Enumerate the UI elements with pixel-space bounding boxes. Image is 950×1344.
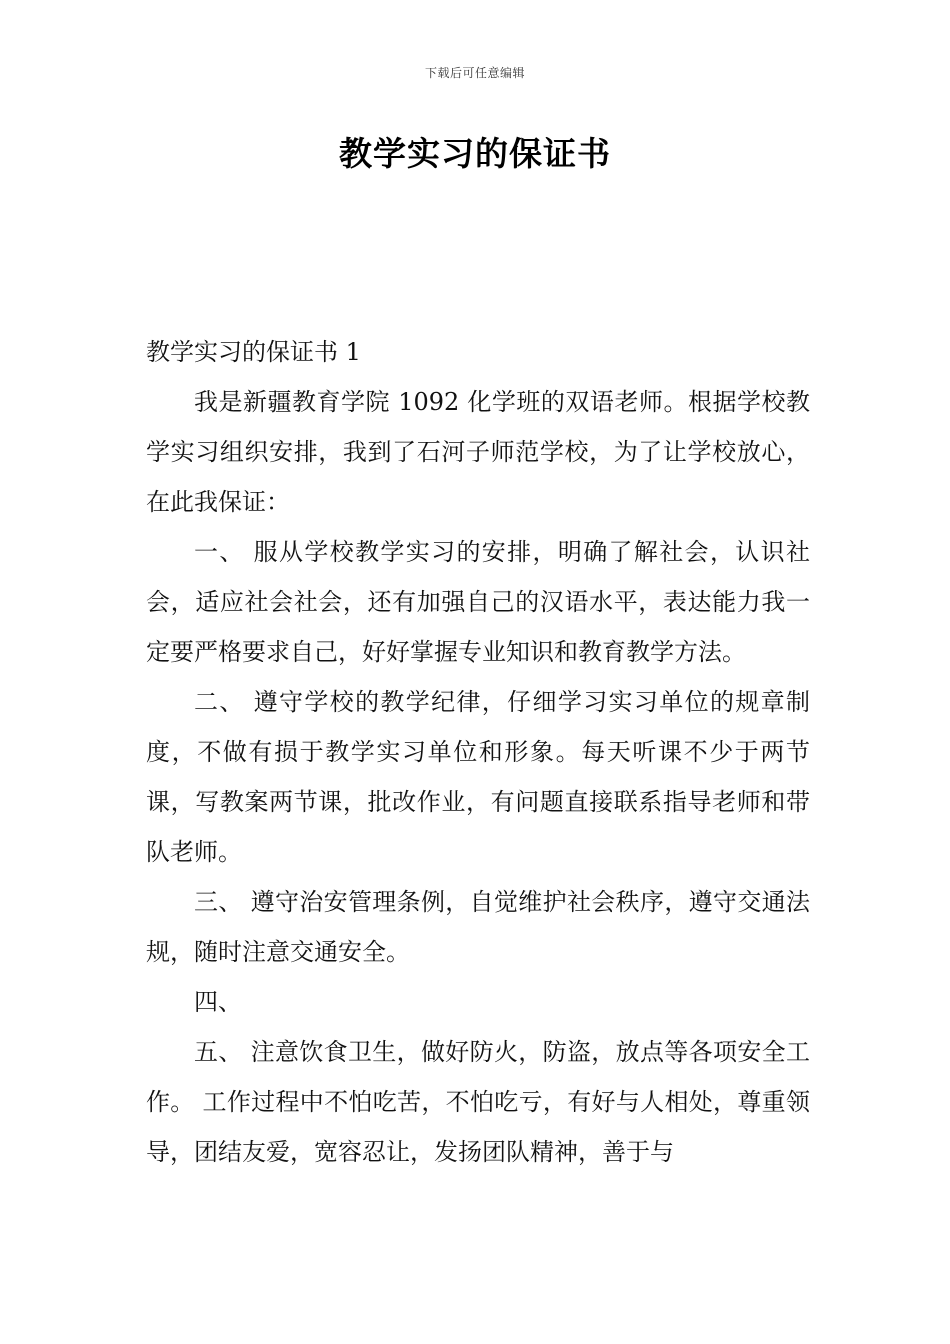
document-title: 教学实习的保证书 — [339, 134, 611, 173]
paragraph-item-3: 三、 遵守治安管理条例，自觉维护社会秩序，遵守交通法规，随时注意交通安全。 — [146, 888, 810, 966]
paragraph-item-5: 五、 注意饮食卫生，做好防火，防盗，放点等各项安全工作。 工作过程中不怕吃苦，不怕吃亏，有好与人相处，尊重领导，团结友爱，宽容忍让，发扬团队精神，善于与 — [146, 1038, 810, 1166]
section-heading: 教学实习的保证书 1 — [146, 338, 361, 366]
paragraph-intro: 我是新疆教育学院 1092 化学班的双语老师。根据学校教学实习组织安排，我到了石河子师范学校，为了让学校放心，在此我保证： — [146, 388, 810, 516]
paragraph-item-4: 四、 — [194, 988, 242, 1016]
header-note: 下载后可任意编辑 — [424, 66, 525, 80]
paragraph-item-1: 一、 服从学校教学实习的安排，明确了解社会，认识社会，适应社会社会，还有加强自己的汉语水平，表达能力我一定要严格要求自己，好好掌握专业知识和教育教学方法。 — [146, 538, 810, 666]
paragraph-item-2: 二、 遵守学校的教学纪律，仔细学习实习单位的规章制度，不做有损于教学实习单位和形象。每天听课不少于两节课，写教案两节课，批改作业，有问题直接联系指导老师和带队老师。 — [146, 688, 810, 866]
document-body — [146, 327, 810, 1177]
